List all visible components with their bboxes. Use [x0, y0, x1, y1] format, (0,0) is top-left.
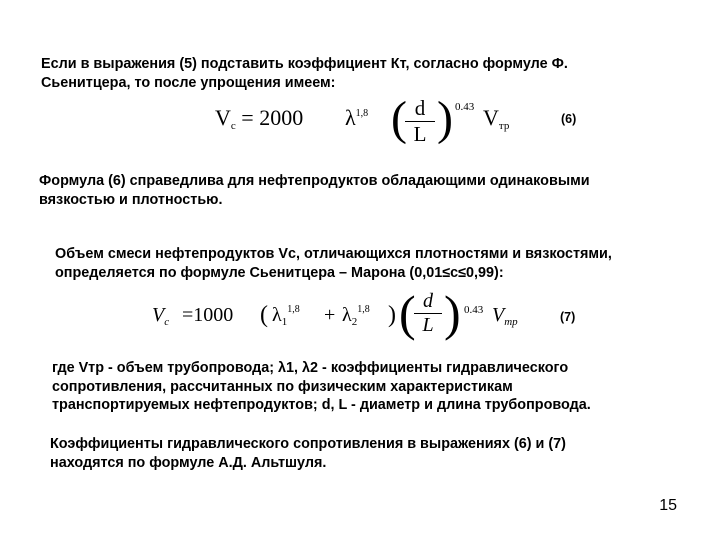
- formula-6-lambda: λ: [345, 105, 356, 130]
- coefficients-line-2: находятся по формуле А.Д. Альтшуля.: [50, 454, 327, 471]
- formula-7-lambda1: λ: [272, 304, 282, 326]
- intro-paragraph: [41, 55, 568, 92]
- formula-6-rhs: V: [483, 105, 499, 130]
- coefficients-line-1: Коэффициенты гидравлического сопротивления в выражениях (6) и (7): [50, 436, 566, 452]
- formula-7-denominator: L: [422, 314, 434, 336]
- formula-6-right-paren: ): [437, 92, 453, 145]
- formula-7-lhs: V: [152, 304, 165, 326]
- formula-7-left-group-paren: (: [260, 302, 268, 328]
- mixture-paragraph: [55, 245, 612, 282]
- formula-6-left-paren: (: [391, 92, 407, 145]
- formula-7-numerator: d: [414, 290, 442, 314]
- formula-6-lambda-exp: 1,8: [355, 108, 369, 119]
- formula-7-rhs: V: [492, 304, 505, 326]
- intro-line-1: Если в выражения (5) подставить коэффициент Кт, согласно формуле Ф.: [41, 56, 568, 72]
- formula-6-rhs-sub: тр: [498, 120, 510, 132]
- coefficients-paragraph: [50, 435, 566, 472]
- page-number: 15: [659, 497, 677, 514]
- formula-7-left-paren: (: [399, 285, 416, 341]
- formula-6-denominator: L: [413, 122, 427, 146]
- formula-7-lambda1-sub: 1: [281, 316, 288, 328]
- validity-line-1: Формула (6) справедлива для нефтепродуктов обладающими одинаковыми: [39, 173, 590, 189]
- mixture-line-2: определяется по формуле Сьенитцера – Марона (0,01≤с≤0,99):: [55, 264, 504, 281]
- formula-6-number: (6): [561, 112, 577, 126]
- validity-line-2: вязкостью и плотностью.: [39, 191, 223, 208]
- formula-6-fraction: [405, 96, 435, 147]
- formula-7-right-paren: ): [444, 285, 461, 341]
- formula-7-coef: =1000: [182, 304, 234, 326]
- formula-6-coef: = 2000: [241, 105, 304, 130]
- formula-6: [215, 92, 615, 149]
- mixture-line-1: Объем смеси нефтепродуктов Vс, отличающихся плотностями и вязкостями,: [55, 246, 612, 262]
- definitions-paragraph: [52, 359, 591, 415]
- formula-7-rhs-sub: тр: [504, 316, 518, 328]
- formula-6-lhs-sub: c: [230, 120, 236, 132]
- formula-7-lambda2-sub: 2: [351, 316, 358, 328]
- validity-paragraph: [39, 172, 590, 209]
- formula-6-lhs: V: [215, 105, 231, 130]
- formula-7-number: (7): [560, 310, 576, 324]
- formula-7-plus: +: [324, 304, 336, 326]
- definitions-line-3: транспортируемых нефтепродуктов; d, L - диаметр и длина трубопровода.: [52, 397, 591, 413]
- formula-6-frac-exp: 0.43: [455, 101, 475, 113]
- formula-7: [152, 285, 592, 344]
- definitions-line-2: сопротивления, рассчитанных по физическим характеристикам: [52, 378, 513, 395]
- intro-line-2: Сьенитцера, то после упрощения имеем:: [41, 74, 336, 91]
- formula-7-lambda1-exp: 1,8: [287, 304, 300, 315]
- formula-7-fraction: [414, 290, 442, 337]
- formula-7-frac-exp: 0.43: [464, 304, 484, 316]
- formula-7-lambda2: λ: [342, 304, 352, 326]
- formula-7-right-group-paren: ): [388, 302, 396, 328]
- formula-6-numerator: d: [405, 96, 435, 122]
- formula-7-lhs-sub: c: [164, 316, 170, 328]
- definitions-line-1: где Vтр - объем трубопровода; λ1, λ2 - коэффициенты гидравлического: [52, 360, 569, 376]
- formula-7-lambda2-exp: 1,8: [357, 304, 370, 315]
